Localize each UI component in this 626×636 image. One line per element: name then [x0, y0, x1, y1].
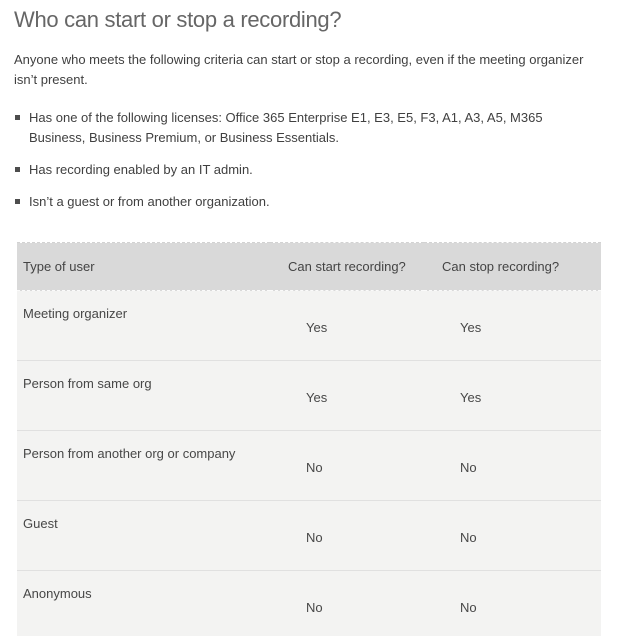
table-body	[17, 291, 601, 636]
table-row	[17, 571, 601, 636]
table-cell-can-start: No	[270, 501, 424, 571]
table-row	[17, 431, 601, 501]
square-bullet-icon	[15, 199, 20, 204]
table-cell-user-type: Person from another org or company	[17, 431, 270, 501]
table-cell-can-start: No	[270, 431, 424, 501]
table-cell-can-start: Yes	[270, 361, 424, 431]
column-header-can-start-recording: Can start recording?	[270, 243, 424, 291]
recording-permissions-table	[17, 242, 601, 636]
square-bullet-icon	[15, 167, 20, 172]
list-item-text: Isn’t a guest or from another organization.	[29, 194, 270, 209]
table-cell-user-type: Guest	[17, 501, 270, 571]
page-title: Who can start or stop a recording?	[14, 7, 342, 32]
table-cell-can-stop: No	[424, 501, 601, 571]
intro-paragraph: Anyone who meets the following criteria can start or stop a recording, even if the meeting organizer isn’t present.	[14, 52, 584, 87]
table-cell-can-start: Yes	[270, 291, 424, 361]
table-cell-can-stop: No	[424, 571, 601, 636]
column-header-type-of-user: Type of user	[17, 243, 270, 291]
list-item-text: Has recording enabled by an IT admin.	[29, 162, 253, 177]
table-header	[17, 243, 601, 291]
table-cell-can-stop: No	[424, 431, 601, 501]
column-header-can-stop-recording: Can stop recording?	[424, 243, 601, 291]
square-bullet-icon	[15, 115, 20, 120]
criteria-list	[14, 108, 590, 212]
table-cell-can-stop: Yes	[424, 361, 601, 431]
table-cell-user-type: Person from same org	[17, 361, 270, 431]
list-item	[14, 192, 590, 212]
list-item-text: Has one of the following licenses: Office 365 Enterprise E1, E3, E5, F3, A1, A3, A5, M365 Business, Business Premium, or Business Essentials.	[29, 110, 543, 145]
table-row	[17, 291, 601, 361]
table-cell-can-start: No	[270, 571, 424, 636]
table-row	[17, 501, 601, 571]
table-cell-user-type: Anonymous	[17, 571, 270, 636]
table-row	[17, 361, 601, 431]
list-item	[14, 160, 590, 180]
table-cell-can-stop: Yes	[424, 291, 601, 361]
table-cell-user-type: Meeting organizer	[17, 291, 270, 361]
table-header-row	[17, 243, 601, 291]
list-item	[14, 108, 590, 148]
